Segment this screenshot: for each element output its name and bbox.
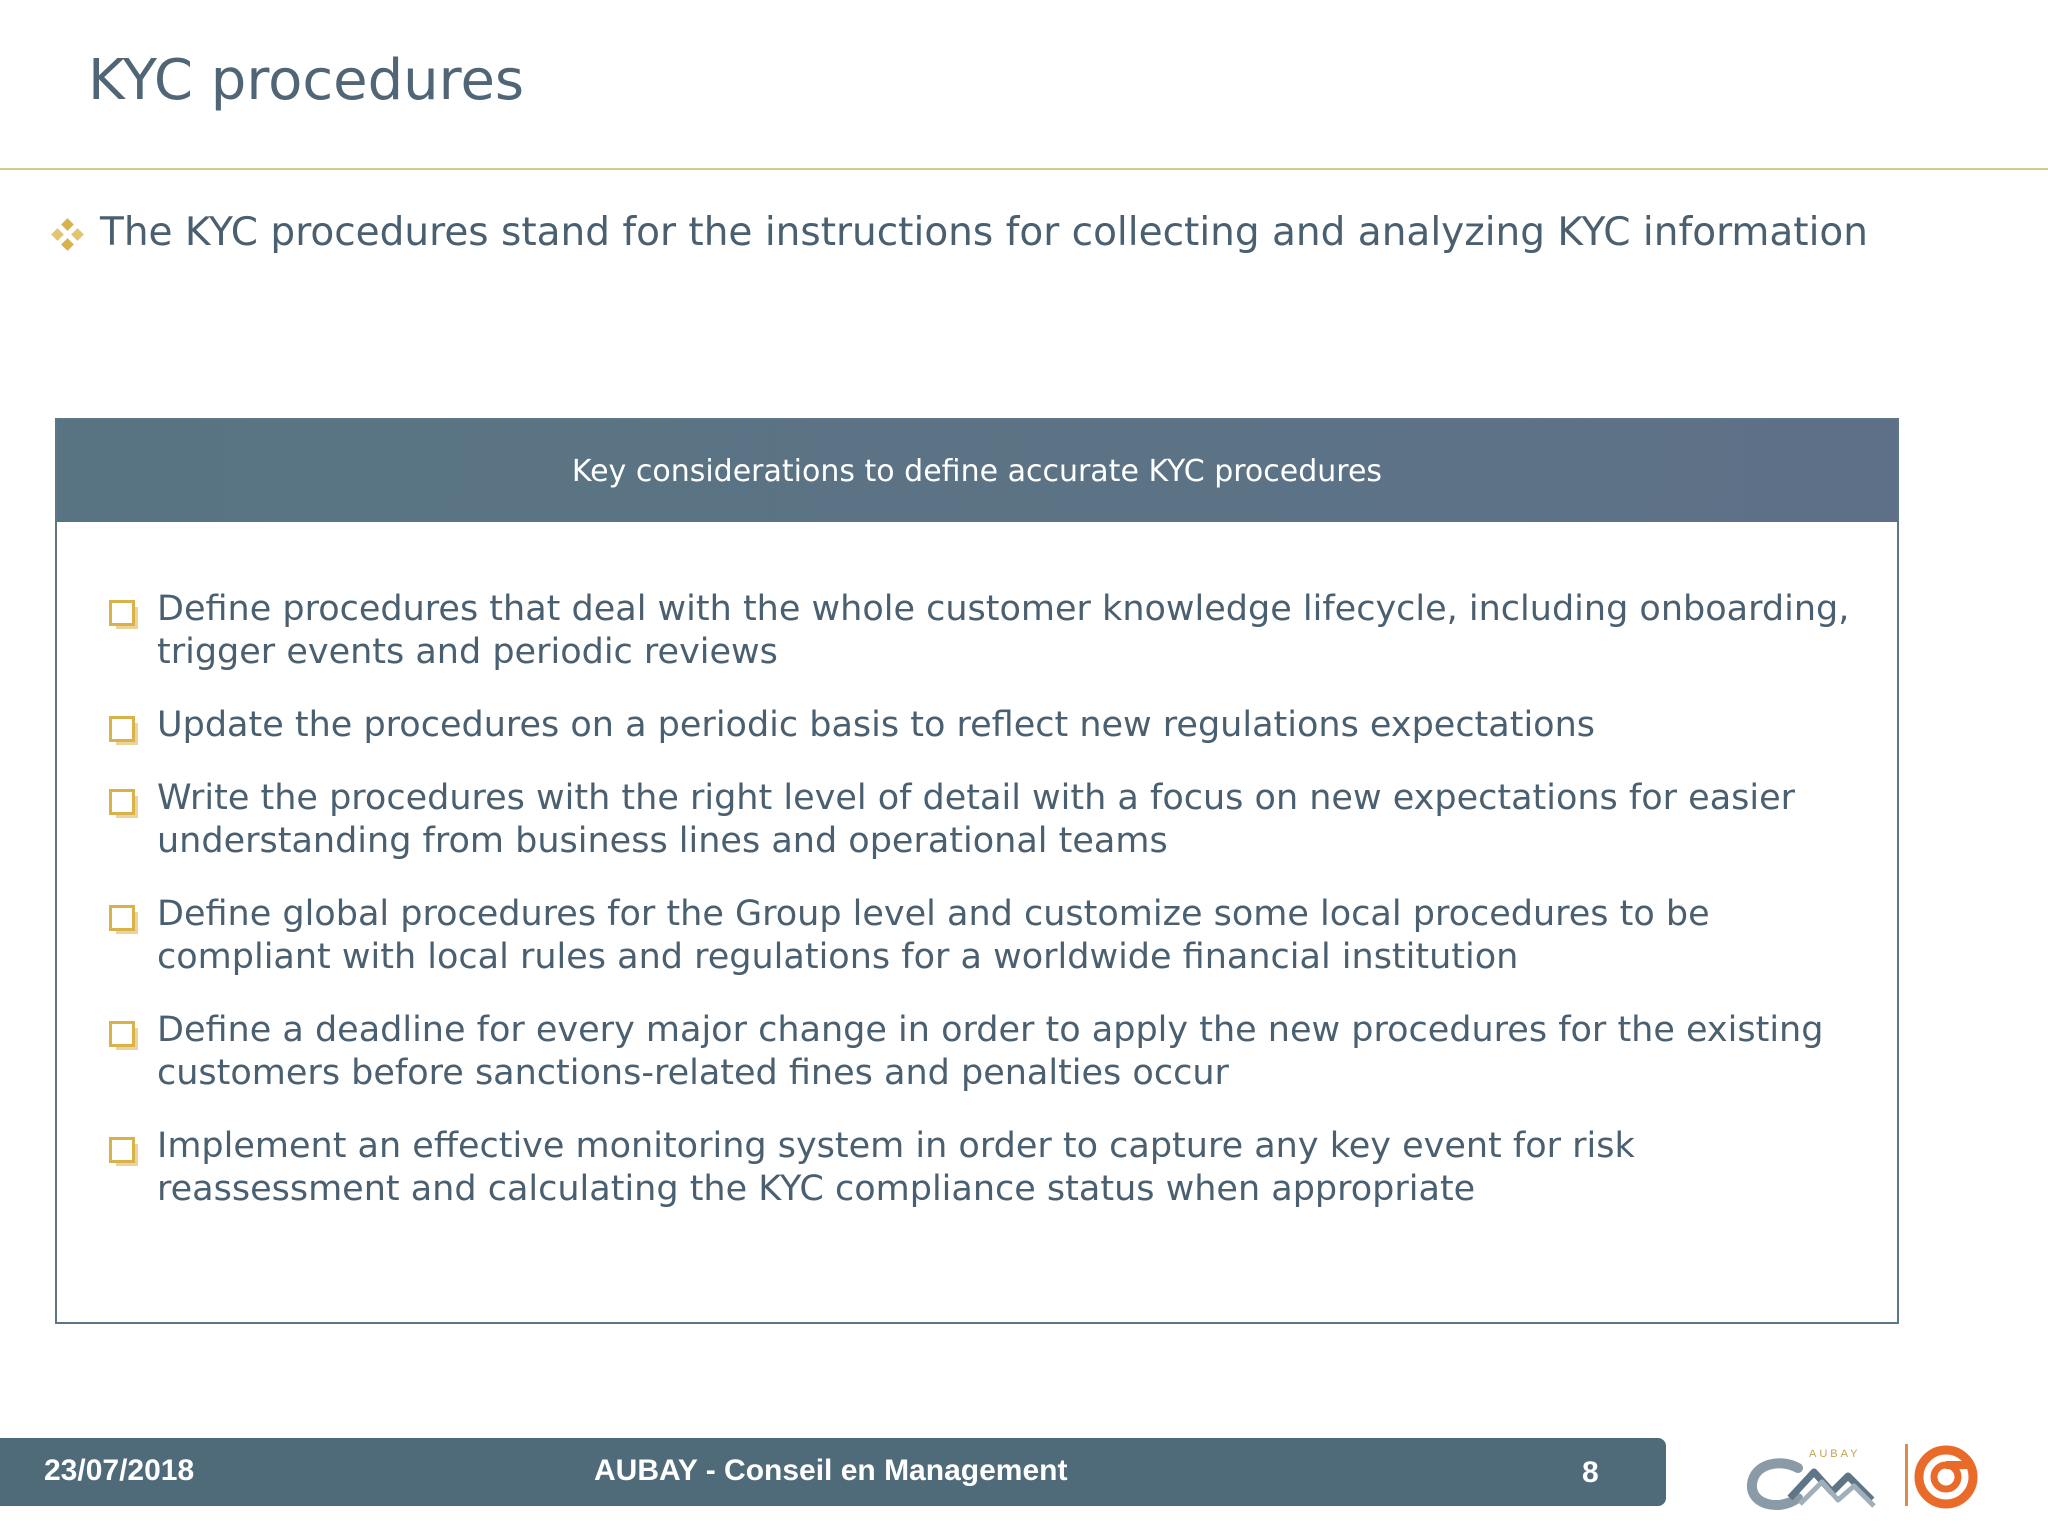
list-item: [109, 588, 1869, 674]
list-item: [109, 777, 1869, 863]
aubay-logo-icon: [1740, 1432, 1980, 1522]
list-item-text: Implement an effective monitoring system in order to capture any key event for risk reassessment and calculating the KYC compliance status when appropriate: [157, 1126, 1635, 1209]
footer-bar: [0, 1438, 1666, 1506]
intro-text: The KYC procedures stand for the instructions for collecting and analyzing KYC information: [100, 210, 1869, 255]
panel-header: Key considerations to define accurate KYC procedures: [57, 420, 1897, 522]
checkbox-bullet-icon: [109, 789, 135, 815]
checkbox-bullet-icon: [109, 600, 135, 626]
diamond-bullet-icon: [50, 217, 86, 253]
list-item-text: Define a deadline for every major change in order to apply the new procedures for the existing customers before sanctions-related fines and penalties occur: [157, 1010, 1824, 1093]
considerations-panel: [55, 418, 1899, 1324]
list-item-text: Define procedures that deal with the whole customer knowledge lifecycle, including onboarding, trigger events and periodic reviews: [157, 589, 1850, 672]
intro-bullet-line: [50, 205, 1950, 261]
list-item: [109, 704, 1869, 747]
considerations-list: [109, 588, 1869, 1241]
checkbox-bullet-icon: [109, 716, 135, 742]
list-item: [109, 893, 1869, 979]
footer-company: AUBAY - Conseil en Management: [594, 1454, 1068, 1487]
logo-wordmark: AUBAY: [1809, 1448, 1861, 1460]
checkbox-bullet-icon: [109, 905, 135, 931]
list-item-text: Define global procedures for the Group level and customize some local procedures to be compliant with local rules and regulations for a worldwide financial institution: [157, 894, 1710, 977]
list-item: [109, 1009, 1869, 1095]
list-item-text: Write the procedures with the right level of detail with a focus on new expectations for easier understanding from business lines and operational teams: [157, 778, 1796, 861]
page-number: 8: [1582, 1456, 1599, 1489]
footer-date: 23/07/2018: [44, 1454, 195, 1487]
title-divider: [0, 168, 2048, 170]
checkbox-bullet-icon: [109, 1021, 135, 1047]
slide-title: KYC procedures: [88, 48, 525, 113]
list-item-text: Update the procedures on a periodic basis to reflect new regulations expectations: [157, 705, 1596, 745]
list-item: [109, 1125, 1869, 1211]
checkbox-bullet-icon: [109, 1137, 135, 1163]
